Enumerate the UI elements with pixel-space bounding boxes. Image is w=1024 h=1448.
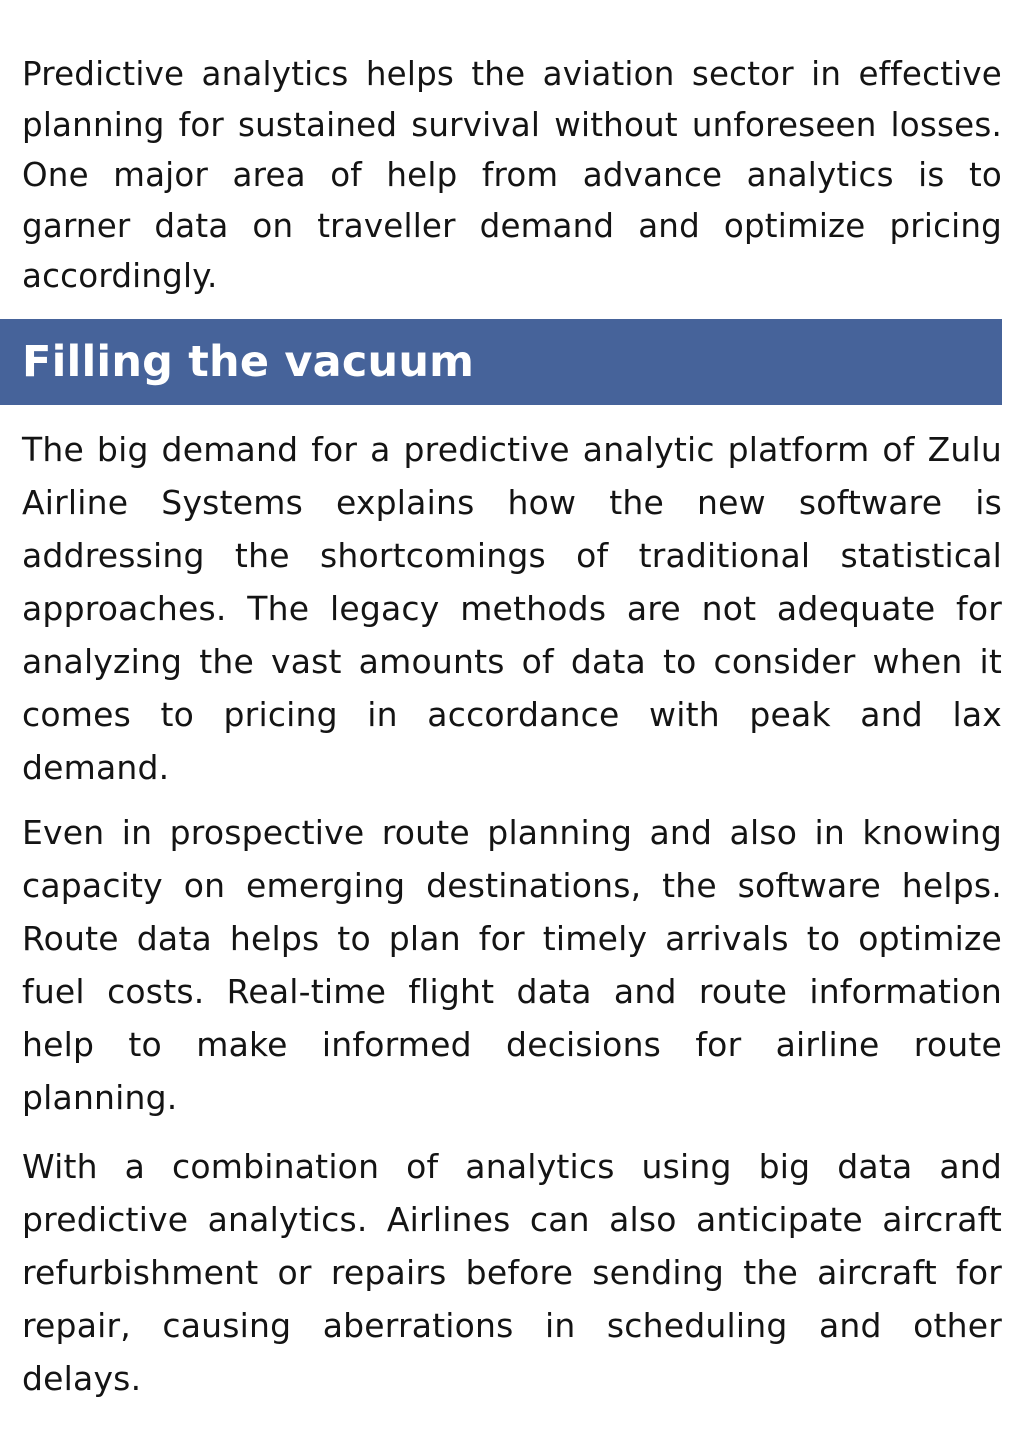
intro-paragraph: Predictive analytics helps the aviation sector in effective planning for sustained survival without unforeseen losses. One major area of help from advance analytics is to garner data on traveller demand and optimize pricing accordingly. xyxy=(22,55,1002,295)
section-heading-band xyxy=(0,319,1002,405)
body-paragraph: The big demand for a predictive analytic platform of Zulu Airline Systems explains how the new software is addressing the shortcomings of traditional statistical approaches. The legacy methods are not adequate for analyzing the vast amounts of data to consider when it comes to pricing in accordance with peak and lax demand. xyxy=(22,430,1002,787)
body-paragraph: With a combination of analytics using big data and predictive analytics. Airlines can also anticipate aircraft refurbishment or repairs before sending the aircraft for repair, causing aberrations in scheduling and other delays. xyxy=(22,1147,1002,1398)
section-heading: Filling the vacuum xyxy=(22,337,475,387)
body-paragraph: Even in prospective route planning and also in knowing capacity on emerging destinations, the software helps. Route data helps to plan for timely arrivals to optimize fuel costs. Real-time flight data and route information help to make informed decisions for airline route planning. xyxy=(22,813,1002,1117)
